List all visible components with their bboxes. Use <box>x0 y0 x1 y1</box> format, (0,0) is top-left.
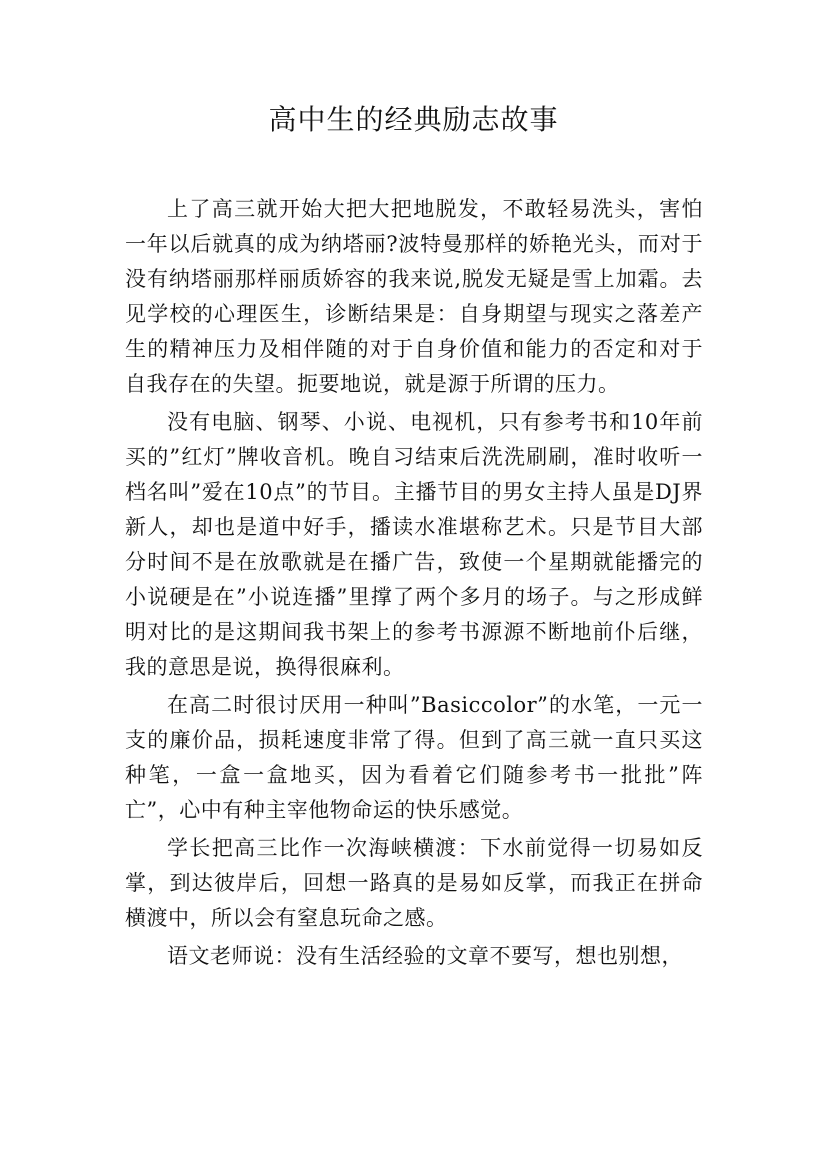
document-body <box>125 192 703 977</box>
paragraph-5: 语文老师说：没有生活经验的文章不要写，想也别想， <box>167 944 683 968</box>
paragraph-1: 上了高三就开始大把大把地脱发，不敢轻易洗头，害怕一年以后就真的成为纳塔丽?波特曼那样的娇艳光头，而对于没有纳塔丽那样丽质娇容的我来说,脱发无疑是雪上加霜。去见学校的心理医生，诊断结果是：自身期望与现实之落差产生的精神压力及相伴随的对于自身价值和能力的否定和对于自我存在的失望。扼要地说，就是源于所谓的压力。 <box>125 197 703 396</box>
document-title: 高中生的经典励志故事 <box>268 103 559 136</box>
paragraph-2: 没有电脑、钢琴、小说、电视机，只有参考书和10年前买的”红灯”牌收音机。晚自习结束后洗洗刷刷，准时收听一档名叫”爱在10点”的节目。主播节目的男女主持人虽是DJ界新人，却也是道中好手，播读水准堪称艺术。只是节目大部分时间不是在放歌就是在播广告，致使一个星期就能播完的小说硬是在”小说连播”里撑了两个多月的场子。与之形成鲜明对比的是这期间我书架上的参考书源源不断地前仆后继，我的意思是说，换得很麻利。 <box>125 410 703 679</box>
paragraph-4: 学长把高三比作一次海峡横渡：下水前觉得一切易如反掌，到达彼岸后，回想一路真的是易如反掌，而我正在拼命横渡中，所以会有窒息玩命之感。 <box>125 836 703 930</box>
paragraph-3: 在高二时很讨厌用一种叫”Basiccolor”的水笔，一元一支的廉价品，损耗速度非常了得。但到了高三就一直只买这种笔，一盒一盒地买，因为看着它们随参考书一批批”阵亡”，心中有种主宰他物命运的快乐感觉。 <box>125 693 703 822</box>
